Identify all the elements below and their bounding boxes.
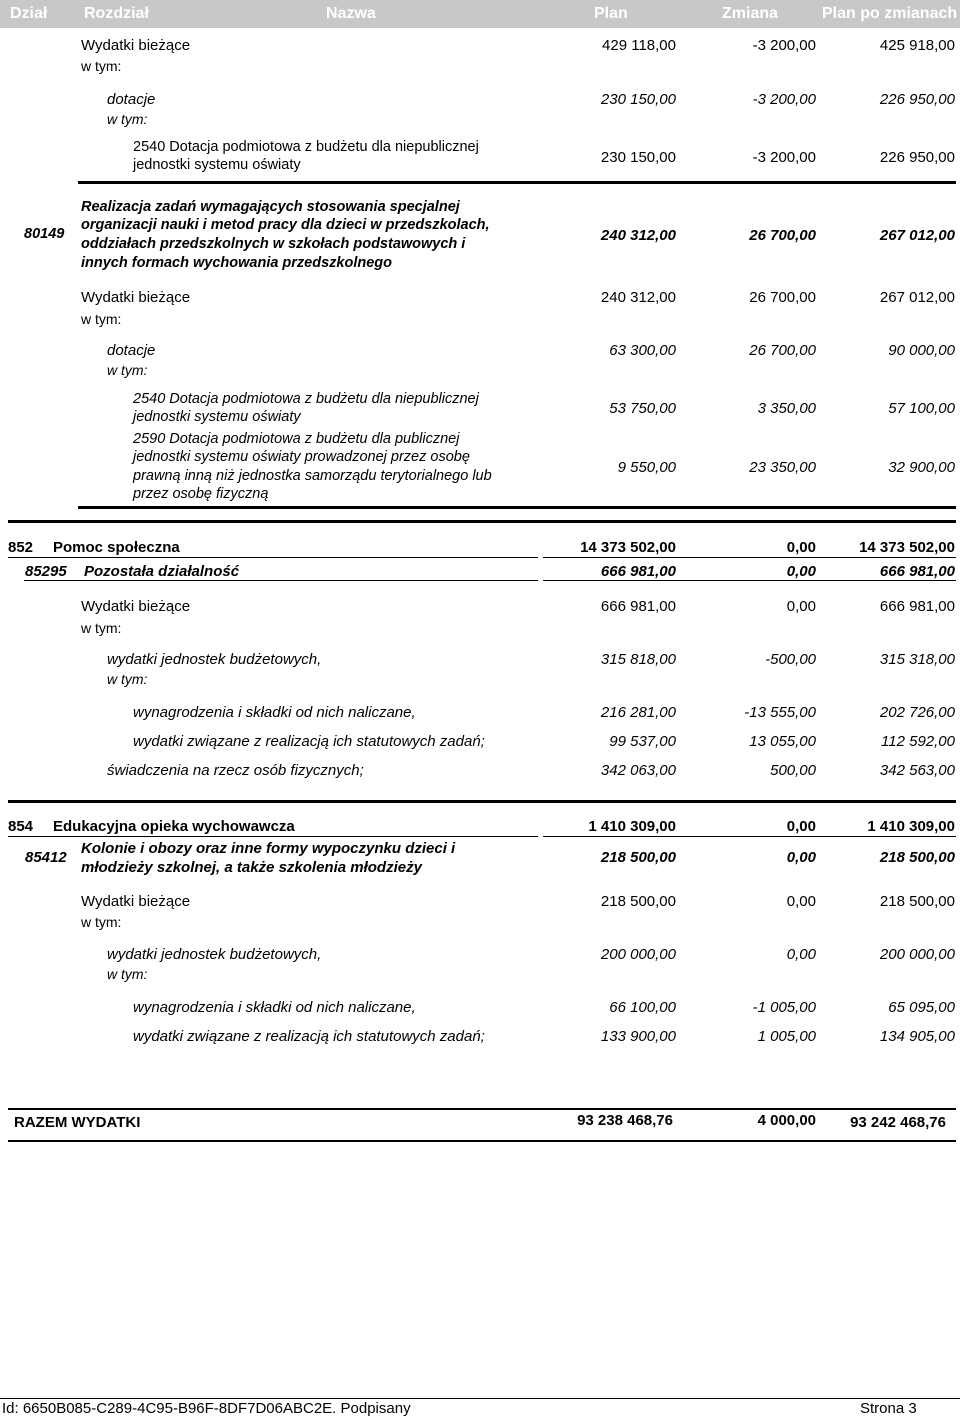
w-tym-label: w tym: bbox=[107, 111, 148, 127]
value-zmiana: 3 350,00 bbox=[757, 400, 816, 417]
value-plan: 216 281,00 bbox=[600, 704, 676, 721]
underline bbox=[24, 580, 538, 581]
value-zmiana: 0,00 bbox=[786, 849, 816, 866]
item-2590-line: jednostki systemu oświaty prowadzonej przez osobę bbox=[133, 449, 470, 465]
value-zmiana: -3 200,00 bbox=[752, 91, 816, 108]
section-divider bbox=[8, 800, 956, 803]
value-plan-po: 200 000,00 bbox=[879, 946, 955, 963]
item-2540-line2: jednostki systemu oświaty bbox=[133, 409, 301, 425]
underline bbox=[543, 557, 956, 558]
rozdzial-title-line: organizacji nauki i metod pracy dla dzieci w przedszkolach, bbox=[81, 217, 490, 233]
total-plan: 93 238 468,76 bbox=[577, 1112, 673, 1129]
value-plan-po: 218 500,00 bbox=[879, 893, 955, 910]
dzial-code: 854 bbox=[8, 818, 34, 835]
item-2590-line: prawną inną niż jednostka samorządu terytorialnego lub bbox=[133, 468, 492, 484]
rozdzial-title-line: Realizacja zadań wymagających stosowania specjalnej bbox=[81, 199, 460, 215]
value-zmiana: 26 700,00 bbox=[749, 227, 816, 244]
value-plan-po: 202 726,00 bbox=[879, 704, 955, 721]
total-zmiana: 4 000,00 bbox=[757, 1112, 816, 1129]
underline bbox=[8, 557, 538, 558]
wydatki-biezace-label: Wydatki bieżące bbox=[81, 893, 191, 910]
value-zmiana: 0,00 bbox=[786, 818, 816, 835]
wydatki-biezace-label: Wydatki bieżące bbox=[81, 598, 191, 615]
wynagrodzenia-label: wynagrodzenia i składki od nich naliczane, bbox=[133, 999, 416, 1016]
wydatki-biezace-label: Wydatki bieżące bbox=[81, 37, 191, 54]
dotacje-label: dotacje bbox=[107, 342, 156, 359]
value-zmiana: 26 700,00 bbox=[749, 342, 816, 359]
value-plan-po: 226 950,00 bbox=[879, 91, 955, 108]
dzial-code: 852 bbox=[8, 539, 34, 556]
value-plan: 63 300,00 bbox=[609, 342, 676, 359]
underline bbox=[543, 836, 956, 837]
statutowe-label: wydatki związane z realizacją ich statutowych zadań; bbox=[133, 733, 485, 750]
value-plan-po: 342 563,00 bbox=[879, 762, 955, 779]
header-zmiana: Zmiana bbox=[722, 5, 779, 22]
value-plan: 99 537,00 bbox=[609, 733, 676, 750]
value-plan: 9 550,00 bbox=[617, 459, 676, 476]
wydatki-jednostek-label: wydatki jednostek budżetowych, bbox=[107, 946, 322, 963]
rozdzial-code: 80149 bbox=[24, 226, 65, 242]
rozdzial-code: 85412 bbox=[25, 849, 67, 866]
w-tym-label: w tym: bbox=[81, 58, 122, 74]
value-plan-po: 267 012,00 bbox=[879, 227, 955, 244]
item-2540-line2: jednostki systemu oświaty bbox=[133, 157, 301, 173]
value-plan-po: 425 918,00 bbox=[879, 37, 955, 54]
dzial-name: Edukacyjna opieka wychowawcza bbox=[53, 818, 295, 835]
footer-rule bbox=[0, 1398, 960, 1399]
value-plan-po: 112 592,00 bbox=[881, 733, 955, 750]
wydatki-jednostek-label: wydatki jednostek budżetowych, bbox=[107, 651, 322, 668]
item-2590-line: przez osobę fizyczną bbox=[133, 486, 269, 502]
value-zmiana: -1 005,00 bbox=[752, 999, 816, 1016]
value-plan: 230 150,00 bbox=[600, 149, 676, 166]
value-plan: 666 981,00 bbox=[600, 563, 676, 580]
rozdzial-title-line: innych formach wychowania przedszkolnego bbox=[81, 255, 393, 271]
dotacje-label: dotacje bbox=[107, 91, 156, 108]
value-zmiana: 0,00 bbox=[786, 563, 816, 580]
value-plan-po: 65 095,00 bbox=[888, 999, 955, 1016]
value-zmiana: -500,00 bbox=[765, 651, 816, 668]
statutowe-label: wydatki związane z realizacją ich statutowych zadań; bbox=[133, 1028, 485, 1045]
value-zmiana: 26 700,00 bbox=[749, 289, 816, 306]
value-plan-po: 32 900,00 bbox=[888, 459, 955, 476]
rozdzial-code: 85295 bbox=[25, 563, 67, 580]
item-2540-line1: 2540 Dotacja podmiotowa z budżetu dla niepublicznej bbox=[133, 391, 479, 407]
value-plan-po: 666 981,00 bbox=[879, 563, 955, 580]
value-plan-po: 315 318,00 bbox=[879, 651, 955, 668]
header-rozdzial: Rozdział bbox=[84, 5, 149, 22]
value-plan: 218 500,00 bbox=[600, 849, 676, 866]
wydatki-biezace-label: Wydatki bieżące bbox=[81, 289, 191, 306]
w-tym-label: w tym: bbox=[81, 914, 122, 930]
section-divider bbox=[78, 506, 956, 509]
value-plan: 666 981,00 bbox=[600, 598, 676, 615]
w-tym-label: w tym: bbox=[107, 966, 148, 982]
value-zmiana: 0,00 bbox=[786, 598, 816, 615]
value-zmiana: -3 200,00 bbox=[752, 37, 816, 54]
value-plan-po: 226 950,00 bbox=[879, 149, 955, 166]
w-tym-label: w tym: bbox=[81, 620, 122, 636]
value-plan: 53 750,00 bbox=[609, 400, 676, 417]
header-plan: Plan bbox=[594, 5, 628, 22]
underline bbox=[543, 580, 956, 581]
section-divider bbox=[78, 181, 956, 184]
value-zmiana: 0,00 bbox=[786, 539, 816, 556]
value-plan: 230 150,00 bbox=[600, 91, 676, 108]
value-zmiana: 13 055,00 bbox=[749, 733, 816, 750]
dzial-name: Pomoc społeczna bbox=[53, 539, 180, 556]
value-plan-po: 218 500,00 bbox=[879, 849, 955, 866]
value-plan: 14 373 502,00 bbox=[580, 539, 676, 556]
value-plan-po: 134 905,00 bbox=[879, 1028, 955, 1045]
total-label: RAZEM WYDATKI bbox=[14, 1114, 141, 1131]
total-plan-po: 93 242 468,76 bbox=[850, 1114, 946, 1131]
value-zmiana: 1 005,00 bbox=[757, 1028, 816, 1045]
document-id: Id: 6650B085-C289-4C95-B96F-8DF7D06ABC2E. Podpisany bbox=[2, 1400, 411, 1417]
header-dzial: Dział bbox=[10, 5, 48, 22]
value-plan: 342 063,00 bbox=[600, 762, 676, 779]
value-plan-po: 57 100,00 bbox=[888, 400, 955, 417]
value-plan: 133 900,00 bbox=[600, 1028, 676, 1045]
value-plan: 218 500,00 bbox=[600, 893, 676, 910]
underline bbox=[8, 836, 538, 837]
value-zmiana: 500,00 bbox=[770, 762, 816, 779]
value-plan: 1 410 309,00 bbox=[588, 818, 676, 835]
item-2590-line: 2590 Dotacja podmiotowa z budżetu dla publicznej bbox=[133, 431, 460, 447]
table-header bbox=[0, 0, 960, 28]
rozdzial-name-line: młodzieży szkolnej, a także szkolenia młodzieży bbox=[81, 859, 422, 876]
section-divider bbox=[8, 520, 956, 523]
header-nazwa: Nazwa bbox=[326, 5, 376, 22]
value-plan-po: 90 000,00 bbox=[888, 342, 955, 359]
rozdzial-name-line: Kolonie i obozy oraz inne formy wypoczynku dzieci i bbox=[81, 840, 456, 857]
value-plan-po: 1 410 309,00 bbox=[867, 818, 955, 835]
w-tym-label: w tym: bbox=[107, 362, 148, 378]
value-plan: 240 312,00 bbox=[600, 289, 676, 306]
rozdzial-title-line: oddziałach przedszkolnych w szkołach podstawowych i bbox=[81, 236, 466, 252]
value-plan-po: 666 981,00 bbox=[879, 598, 955, 615]
value-plan: 66 100,00 bbox=[609, 999, 676, 1016]
item-2540-line1: 2540 Dotacja podmiotowa z budżetu dla niepublicznej bbox=[133, 139, 479, 155]
value-plan: 429 118,00 bbox=[602, 37, 676, 54]
rozdzial-name: Pozostała działalność bbox=[84, 563, 240, 580]
value-zmiana: -13 555,00 bbox=[744, 704, 816, 721]
value-zmiana: -3 200,00 bbox=[752, 149, 816, 166]
value-plan: 315 818,00 bbox=[600, 651, 676, 668]
value-plan-po: 267 012,00 bbox=[879, 289, 955, 306]
value-zmiana: 23 350,00 bbox=[749, 459, 816, 476]
page-number: Strona 3 bbox=[860, 1400, 917, 1417]
w-tym-label: w tym: bbox=[107, 671, 148, 687]
swiadczenia-label: świadczenia na rzecz osób fizycznych; bbox=[107, 762, 364, 779]
wynagrodzenia-label: wynagrodzenia i składki od nich naliczane, bbox=[133, 704, 416, 721]
value-zmiana: 0,00 bbox=[786, 946, 816, 963]
header-plan-po-zmianach: Plan po zmianach bbox=[822, 5, 958, 22]
value-plan: 240 312,00 bbox=[600, 227, 676, 244]
value-plan-po: 14 373 502,00 bbox=[859, 539, 955, 556]
value-plan: 200 000,00 bbox=[600, 946, 676, 963]
w-tym-label: w tym: bbox=[81, 311, 122, 327]
value-zmiana: 0,00 bbox=[786, 893, 816, 910]
